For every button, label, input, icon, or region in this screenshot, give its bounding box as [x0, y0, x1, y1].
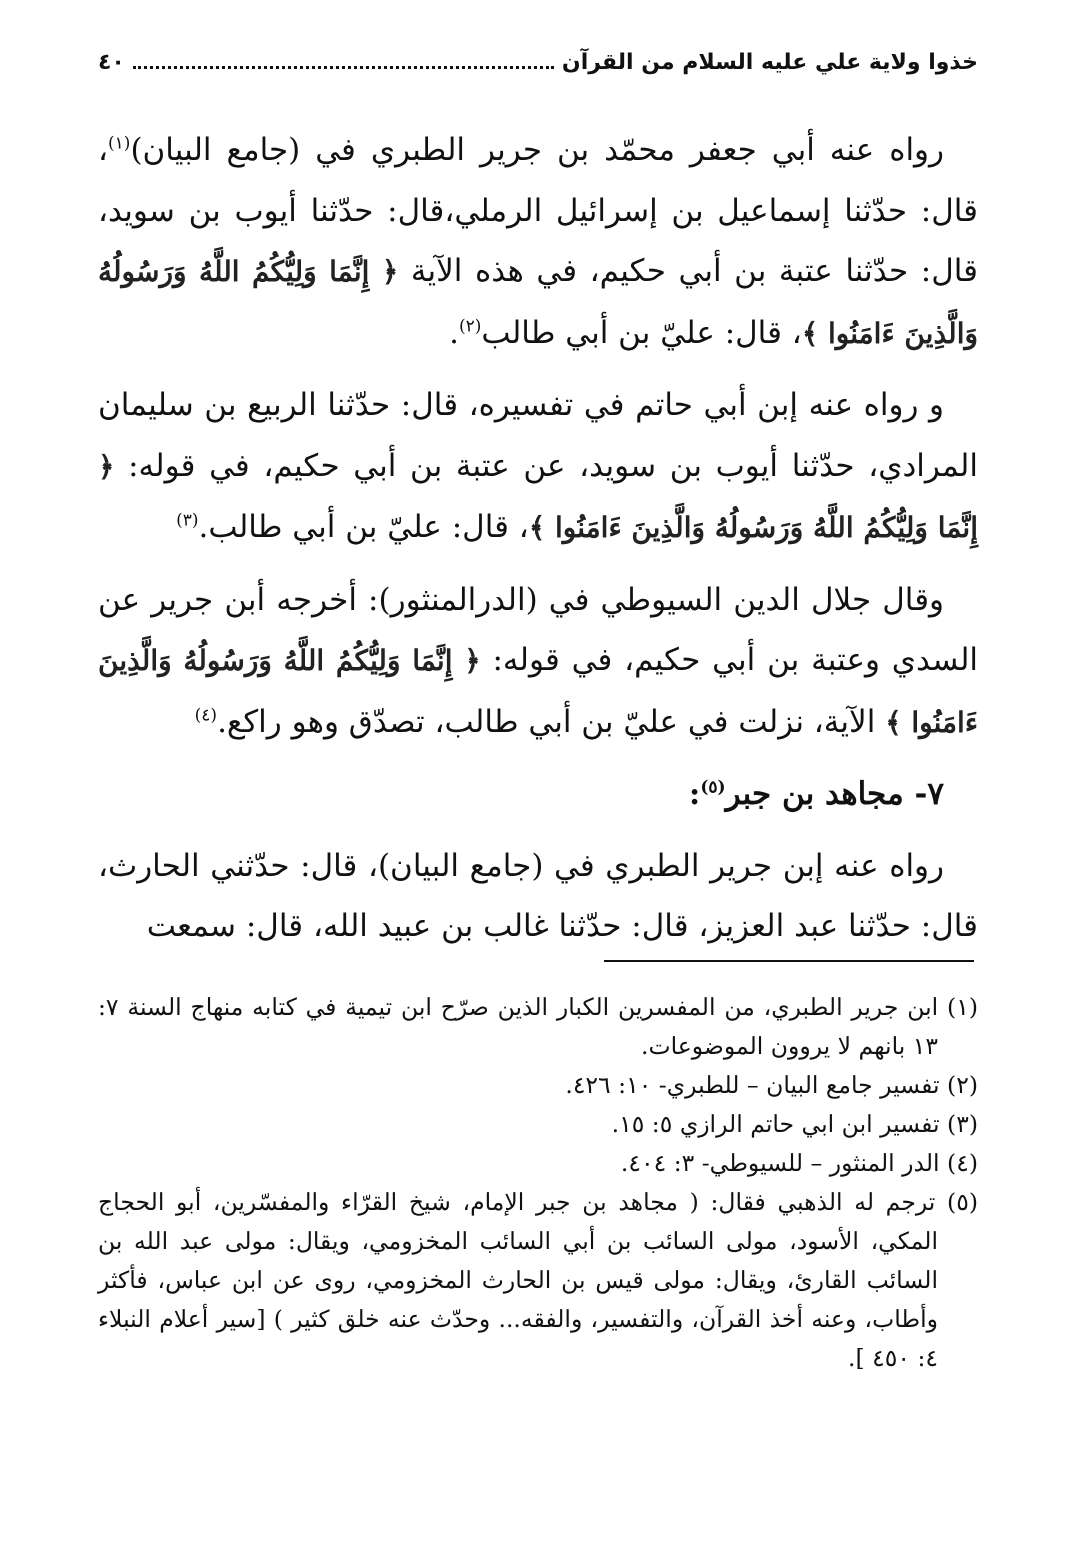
- footnotes: [98, 988, 978, 1378]
- footnote-ref-4: (٤): [194, 705, 218, 726]
- footnote-1: (١) ابن جرير الطبري، من المفسرين الكبار الذين صرّح ابن تيمية في كتابه منهاج السنة ٧: ١٣ بانهم لا يروون الموضوعات.: [98, 993, 978, 1060]
- paragraph-text: .: [449, 314, 459, 351]
- footnote-5: (٥) ترجم له الذهبي فقال: ( مجاهد بن جبر الإمام، شيخ القرّاء والمفسّرين، أبو الحجاج المكي، الأسود، مولى السائب بن أبي السائب المخزومي، ويقال: مولى عبد الله بن السائب القارئ، ويقال: مولى قيس بن الحارث المخزومي، روى عن ابن عباس، فأكثر وأطاب، وعنه أخذ القرآن، والتفسير، والفقه... وحدّث عنه خلق كثير ) [سير أعلام النبلاء ٤: ٤٥٠ ].: [98, 1188, 978, 1372]
- footnote-ref-5: (٥): [700, 777, 726, 798]
- paragraph-text: ، قال: حدّثنا إسماعيل بن إسرائيل الرملي،قال: حدّثنا أيوب بن سويد، قال: حدّثنا عتبة بن أبي حكيم، في هذه الآية: [98, 132, 978, 289]
- paragraph-text: و رواه عنه إبن أبي حاتم في تفسيره، قال: حدّثنا الربيع بن سليمان المرادي، حدّثنا أيوب بن سويد، عن عتبة بن أبي حكيم، في قوله:: [98, 387, 978, 484]
- paragraph-text: رواه عنه أبي جعفر محمّد بن جرير الطبري في (جامع البيان): [130, 132, 944, 168]
- heading-text: ٧- مجاهد بن جبر: [725, 776, 944, 812]
- main-text: [98, 120, 978, 968]
- paragraph-text: ، قال: عليّ بن أبي طالب: [481, 314, 802, 351]
- header-leader-dots: [133, 66, 554, 69]
- section-heading-mujahid: [98, 764, 978, 825]
- footnote-2: (٢) تفسير جامع البيان – للطبري- ١٠: ٤٢٦.: [565, 1071, 978, 1099]
- paragraph-ibn-abi-hatim: [98, 375, 978, 559]
- header-title: خذوا ولاية علي عليه السلام من القرآن: [561, 49, 978, 75]
- footnote-separator: [604, 960, 974, 962]
- page-number: ٤٠: [98, 49, 125, 75]
- running-header: [98, 40, 978, 84]
- paragraph-tabari-mujahid: رواه عنه إبن جرير الطبري في (جامع البيان)، قال: حدّثني الحارث، قال: حدّثنا عبد العزيز، قال: حدّثنا غالب بن عبيد الله، قال: سمعت: [98, 847, 978, 944]
- footnote-4: (٤) الدر المنثور – للسيوطي- ٣: ٤٠٤.: [620, 1149, 978, 1177]
- quran-verse: ﴿ إِنَّمَا وَلِيُّكُمُ اللَّهُ وَرَسُولُهُ وَالَّذِينَ ءَامَنُوا ﴾: [98, 449, 978, 544]
- paragraph-text: ، قال: عليّ بن أبي طالب.: [198, 509, 529, 545]
- quran-verse: ﴿ إِنَّمَا وَلِيُّكُمُ اللَّهُ وَرَسُولُهُ وَالَّذِينَ ءَامَنُوا ﴾: [98, 255, 978, 350]
- footnote-ref-2: (٢): [458, 316, 482, 337]
- footnote-ref-3: (٣): [176, 510, 199, 531]
- paragraph-text: الآية، نزلت في عليّ بن أبي طالب، تصدّق وهو راكع.: [217, 703, 886, 740]
- footnote-3: (٣) تفسير ابن ابي حاتم الرازي ٥: ١٥.: [611, 1110, 978, 1138]
- quran-verse: ﴿ إِنَّمَا وَلِيُّكُمُ اللَّهُ وَرَسُولُهُ وَالَّذِينَ ءَامَنُوا ﴾: [98, 644, 978, 739]
- paragraph-tabari: [98, 120, 978, 364]
- paragraph-suyuti: [98, 570, 978, 754]
- paragraph-text: وقال جلال الدين السيوطي في (الدرالمنثور): أخرجه أبن جرير عن السدي وعتبة بن أبي حكيم، في قوله:: [98, 581, 979, 678]
- footnote-ref-1: (١): [108, 133, 131, 154]
- heading-tail: :: [688, 776, 701, 812]
